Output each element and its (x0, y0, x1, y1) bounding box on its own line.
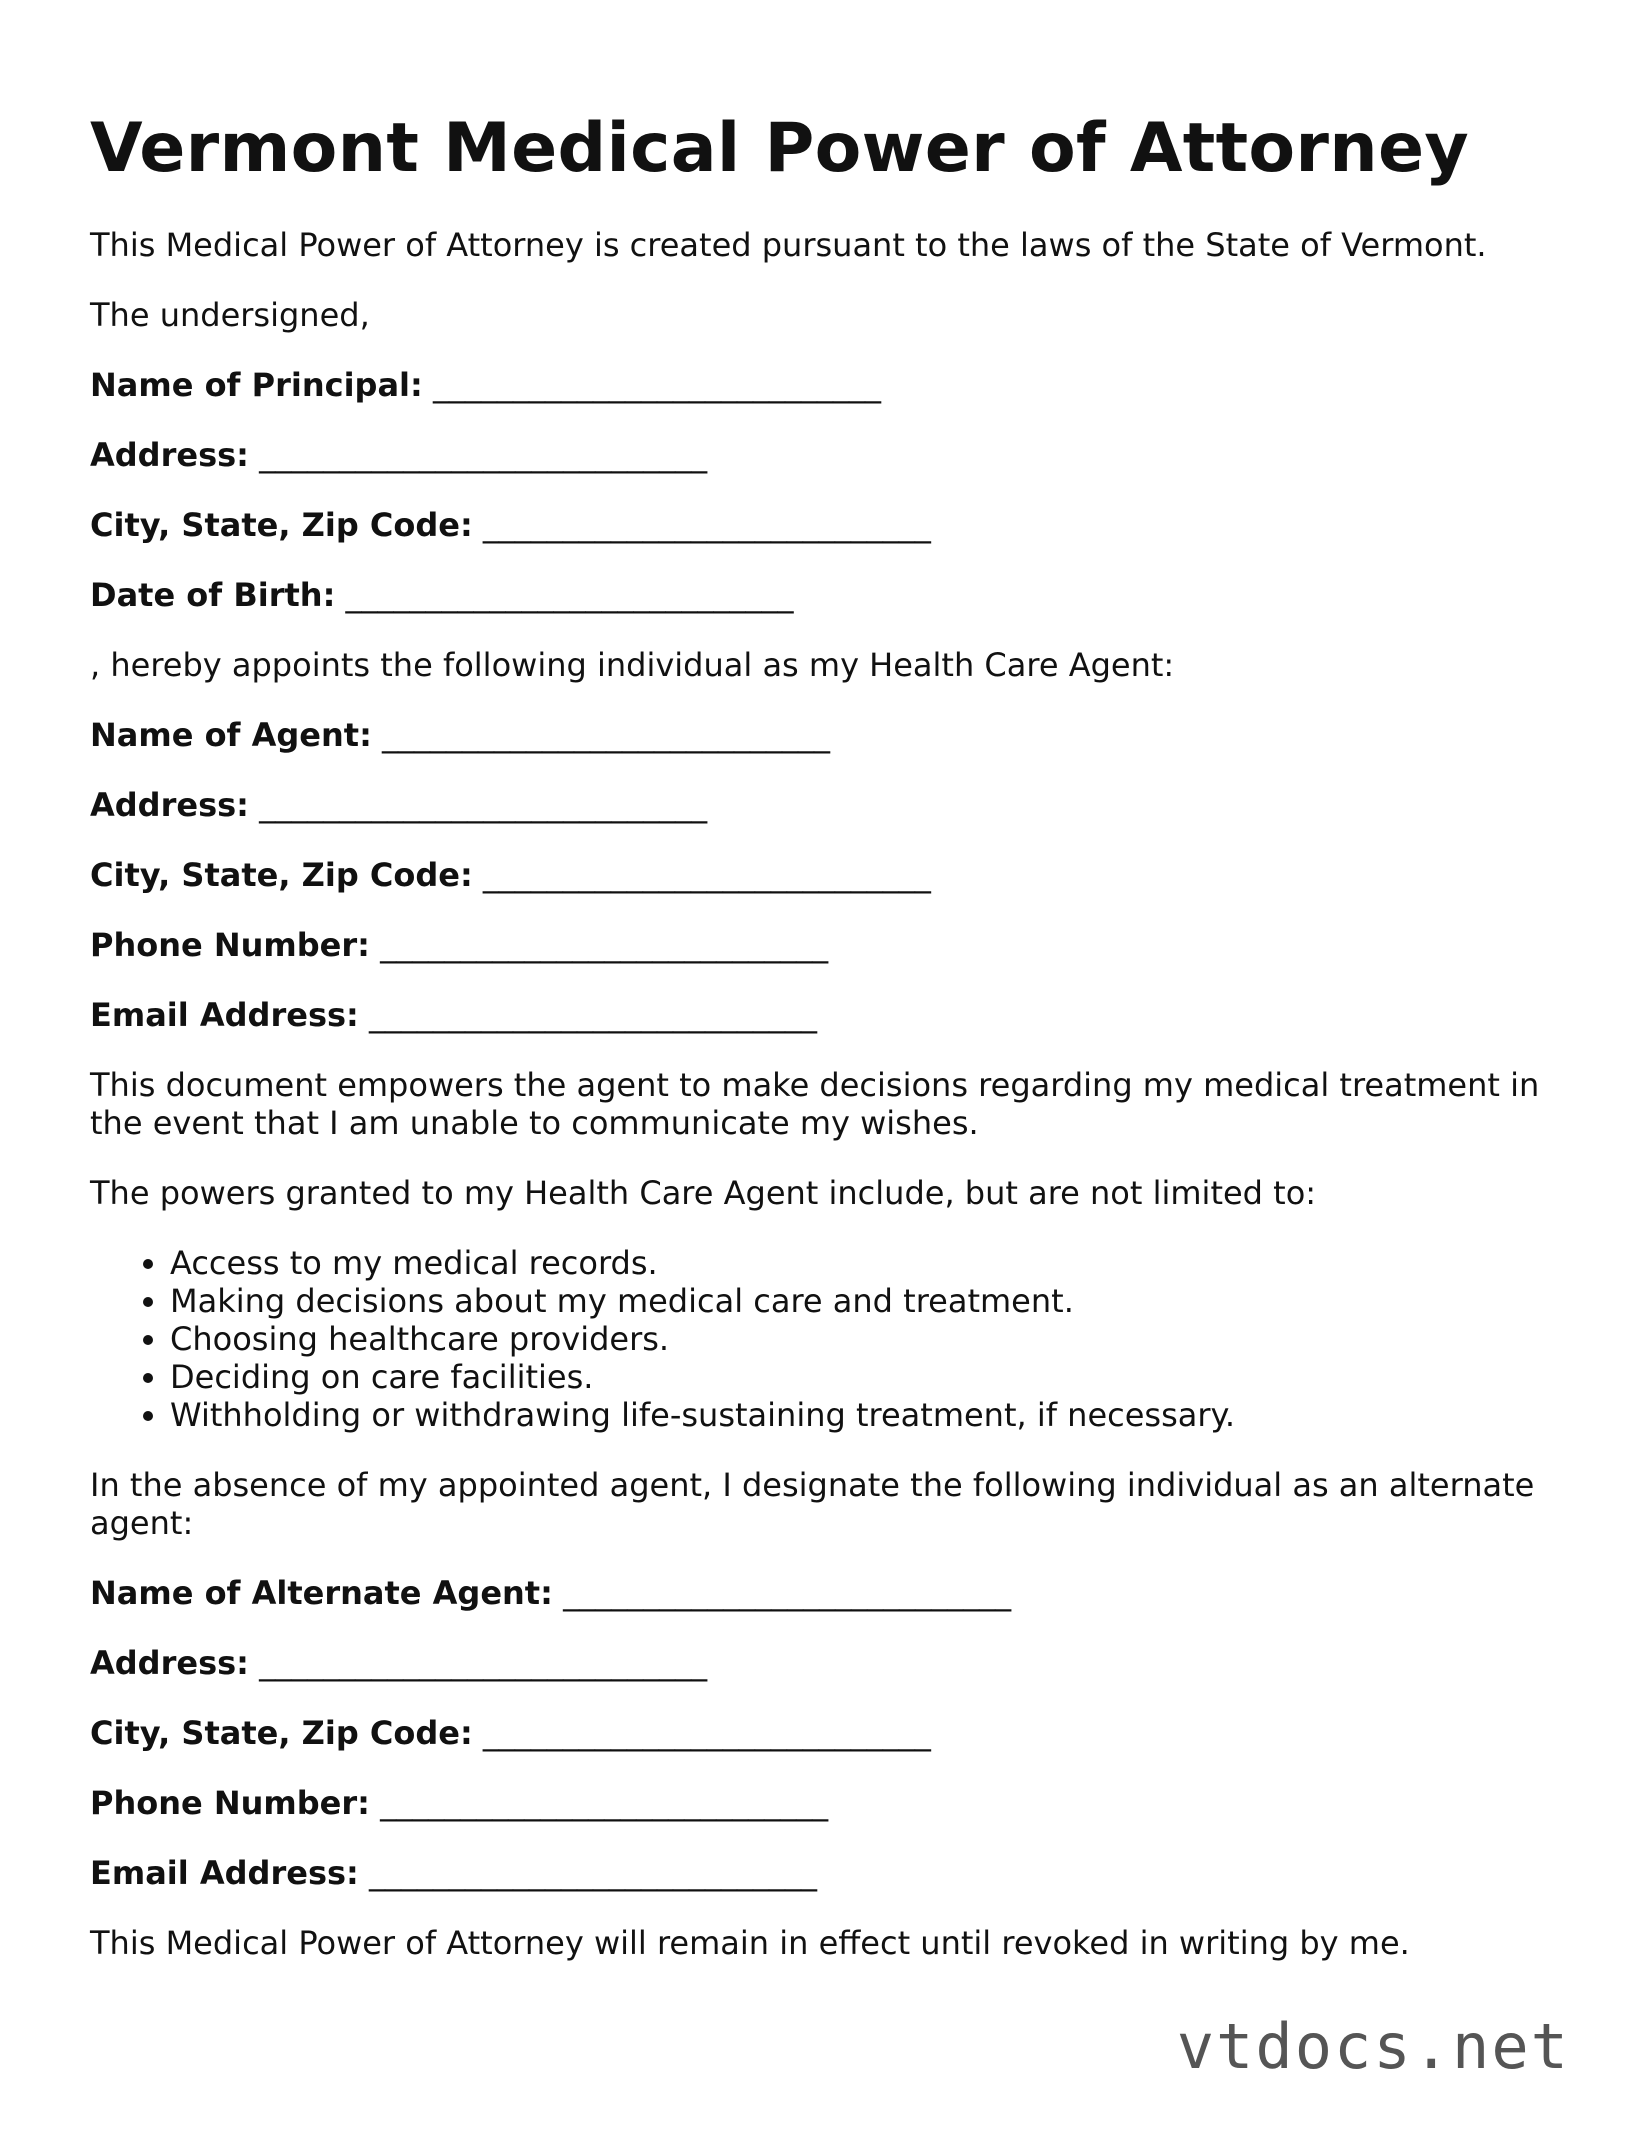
agent-email-blank[interactable]: ____________________________ (369, 996, 817, 1034)
agent-city-blank[interactable]: ____________________________ (482, 856, 931, 894)
principal-city-field[interactable] (90, 506, 1570, 544)
list-item: • Access to my medical records. (170, 1244, 1570, 1282)
document-title: Vermont Medical Power of Attorney (90, 109, 1469, 188)
watermark: vtdocs.net (1176, 2010, 1570, 2083)
alternate-email-blank[interactable]: ____________________________ (369, 1854, 817, 1892)
closing-paragraph: This Medical Power of Attorney will remain in effect until revoked in writing by me. (90, 1924, 1410, 1962)
agent-phone-label: Phone Number: (90, 926, 370, 964)
agent-phone-field[interactable] (90, 926, 1570, 964)
intro-paragraph: This Medical Power of Attorney is created pursuant to the laws of the State of Vermont. (90, 226, 1487, 264)
agent-address-label: Address: (90, 786, 249, 824)
document-page (90, 108, 1570, 1994)
alternate-phone-field[interactable] (90, 1784, 1570, 1822)
alternate-address-blank[interactable]: ____________________________ (259, 1644, 708, 1682)
principal-city-label: City, State, Zip Code: (90, 506, 473, 544)
agent-name-field[interactable] (90, 716, 1570, 754)
appoints-text: , hereby appoints the following individual as my Health Care Agent: (90, 646, 1175, 684)
agent-name-blank[interactable]: ____________________________ (382, 716, 831, 754)
undersigned-text: The undersigned, (90, 296, 370, 334)
alternate-address-label: Address: (90, 1644, 249, 1682)
alternate-name-field[interactable] (90, 1574, 1570, 1612)
principal-dob-blank[interactable]: ____________________________ (345, 576, 794, 614)
agent-email-field[interactable] (90, 996, 1570, 1034)
agent-address-field[interactable] (90, 786, 1570, 824)
alternate-email-label: Email Address: (90, 1854, 359, 1892)
principal-name-field[interactable] (90, 366, 1570, 404)
principal-name-label: Name of Principal: (90, 366, 423, 404)
alternate-city-blank[interactable]: ____________________________ (482, 1714, 931, 1752)
principal-name-blank[interactable]: ____________________________ (432, 366, 881, 404)
principal-dob-label: Date of Birth: (90, 576, 336, 614)
agent-city-label: City, State, Zip Code: (90, 856, 473, 894)
alternate-name-blank[interactable]: ____________________________ (563, 1574, 1012, 1612)
powers-intro: The powers granted to my Health Care Agent include, but are not limited to: (90, 1174, 1317, 1212)
principal-dob-field[interactable] (90, 576, 1570, 614)
list-item: • Deciding on care facilities. (170, 1358, 1570, 1396)
powers-list (90, 1244, 1570, 1434)
principal-address-blank[interactable]: ____________________________ (259, 436, 708, 474)
principal-address-field[interactable] (90, 436, 1570, 474)
alternate-address-field[interactable] (90, 1644, 1570, 1682)
principal-address-label: Address: (90, 436, 249, 474)
alternate-email-field[interactable] (90, 1854, 1570, 1892)
agent-phone-blank[interactable]: ____________________________ (380, 926, 829, 964)
list-item: • Withholding or withdrawing life-sustaining treatment, if necessary. (170, 1396, 1570, 1434)
agent-address-blank[interactable]: ____________________________ (259, 786, 708, 824)
agent-email-label: Email Address: (90, 996, 359, 1034)
agent-city-field[interactable] (90, 856, 1570, 894)
alternate-phone-blank[interactable]: ____________________________ (380, 1784, 829, 1822)
principal-city-blank[interactable]: ____________________________ (482, 506, 931, 544)
list-item: • Choosing healthcare providers. (170, 1320, 1570, 1358)
alternate-intro: In the absence of my appointed agent, I designate the following individual as an alternate agent: (90, 1466, 1535, 1542)
alternate-name-label: Name of Alternate Agent: (90, 1574, 553, 1612)
alternate-city-label: City, State, Zip Code: (90, 1714, 473, 1752)
agent-name-label: Name of Agent: (90, 716, 372, 754)
empowers-paragraph: This document empowers the agent to make decisions regarding my medical treatment in the event that I am unable to communicate my wishes. (90, 1066, 1540, 1142)
alternate-phone-label: Phone Number: (90, 1784, 370, 1822)
list-item: • Making decisions about my medical care and treatment. (170, 1282, 1570, 1320)
alternate-city-field[interactable] (90, 1714, 1570, 1752)
